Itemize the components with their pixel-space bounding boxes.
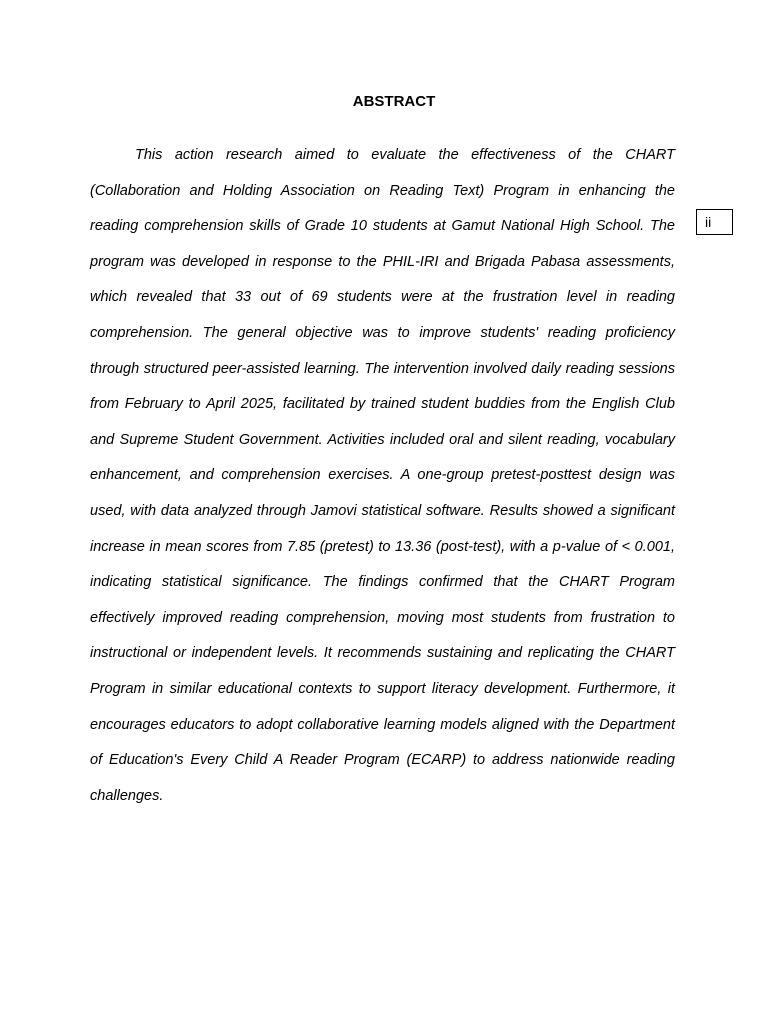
abstract-title: ABSTRACT	[352, 93, 436, 110]
page-number-box: ii	[696, 209, 733, 235]
abstract-paragraph: This action research aimed to evaluate the effectiveness of the CHART (Collaboration and Holding Association on Reading Text) Program in enhancing the reading comprehension skills of Grade 10 students at Gamut National High School. The program was developed in response to the PHIL-IRI and Brigada Pabasa assessments, which revealed that 33 out of 69 students were at the frustration level in reading comprehension. The general objective was to improve students' reading proficiency through structured peer-assisted learning. The intervention involved daily reading sessions from February to April 2025, facilitated by trained student buddies from the English Club and Supreme Student Government. Activities included oral and silent reading, vocabulary enhancement, and comprehension exercises. A one-group pretest-posttest design was used, with data analyzed through Jamovi statistical software. Results showed a significant increase in mean scores from 7.85 (pretest) to 13.36 (post-test), with a p-value of < 0.001, indicating statistical significance. The findings confirmed that the CHART Program effectively improved reading comprehension, moving most students from frustration to instructional or independent levels. It recommends sustaining and replicating the CHART Program in similar educational contexts to support literacy development. Furthermore, it encourages educators to adopt collaborative learning models aligned with the Department of Education's Every Child A Reader Program (ECARP) to address nationwide reading challenges.	[90, 147, 675, 804]
